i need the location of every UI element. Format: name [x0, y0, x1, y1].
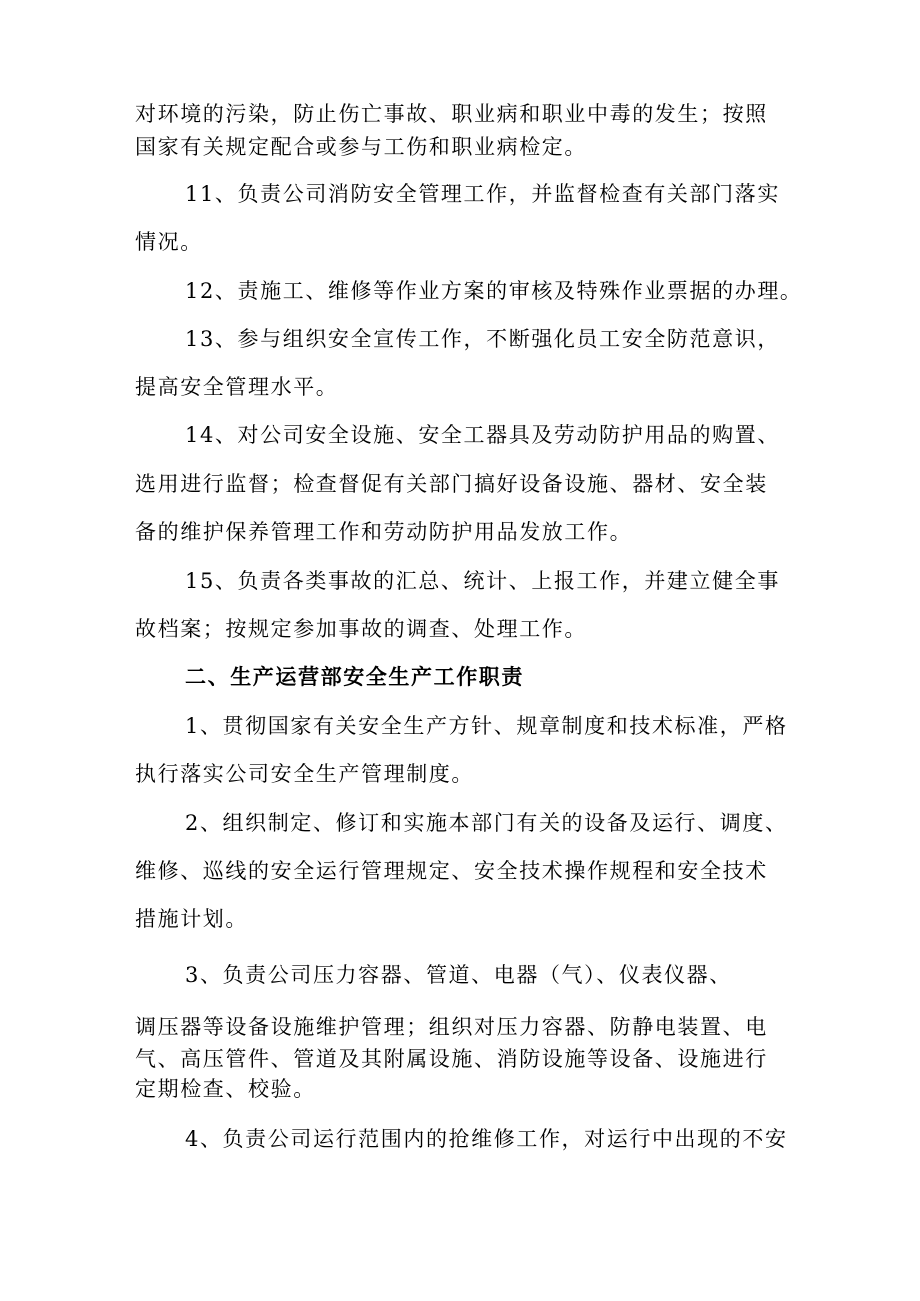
text-line: 备的维护保养管理工作和劳动防护用品发放工作。 [135, 520, 633, 544]
text-line: 定期检查、校验。 [135, 1077, 316, 1101]
section-heading: 二、生产运营部安全生产工作职责 [185, 664, 524, 689]
text-line: 国家有关规定配合或参与工伤和职业病检定。 [135, 135, 587, 159]
text-line: 气、高压管件、管道及其附属设施、消防设施等设备、设施进行 [135, 1047, 768, 1071]
text-line: 故档案；按规定参加事故的调查、处理工作。 [135, 617, 587, 641]
paragraph-4-line-1: 4、负责公司运行范围内的抢维修工作，对运行中出现的不安 [185, 1127, 788, 1151]
paragraph-14-line-1: 14、对公司安全设施、安全工器具及劳动防护用品的购置、 [185, 423, 780, 447]
paragraph-12: 12、责施工、维修等作业方案的审核及特殊作业票据的办理。 [185, 279, 803, 303]
text-line: 情况。 [135, 230, 203, 254]
text-line: 对环境的污染，防止伤亡事故、职业病和职业中毒的发生；按照 [135, 102, 768, 126]
text-line: 调压器等设备设施维护管理；组织对压力容器、防静电装置、电 [135, 1015, 768, 1039]
text-line: 维修、巡线的安全运行管理规定、安全技术操作规程和安全技术 [135, 859, 768, 883]
paragraph-1-line-1: 1、贯彻国家有关安全生产方针、规章制度和技术标准，严格 [185, 714, 788, 738]
text-line: 选用进行监督；检查督促有关部门搞好设备设施、器材、安全装 [135, 472, 768, 496]
paragraph-13-line-1: 13、参与组织安全宣传工作，不断强化员工安全防范意识， [185, 327, 780, 351]
text-line: 措施计划。 [135, 907, 248, 931]
paragraph-11-line-1: 11、负责公司消防安全管理工作，并监督检查有关部门落实 [185, 182, 780, 206]
text-line: 执行落实公司安全生产管理制度。 [135, 762, 474, 786]
text-line: 提高安全管理水平。 [135, 375, 339, 399]
paragraph-3-line-1: 3、负责公司压力容器、管道、电器（气）、仪表仪器、 [185, 963, 732, 987]
paragraph-15-line-1: 15、负责各类事故的汇总、统计、上报工作，并建立健全事 [185, 569, 780, 593]
paragraph-2-line-1: 2、组织制定、修订和实施本部门有关的设备及运行、调度、 [185, 811, 788, 835]
